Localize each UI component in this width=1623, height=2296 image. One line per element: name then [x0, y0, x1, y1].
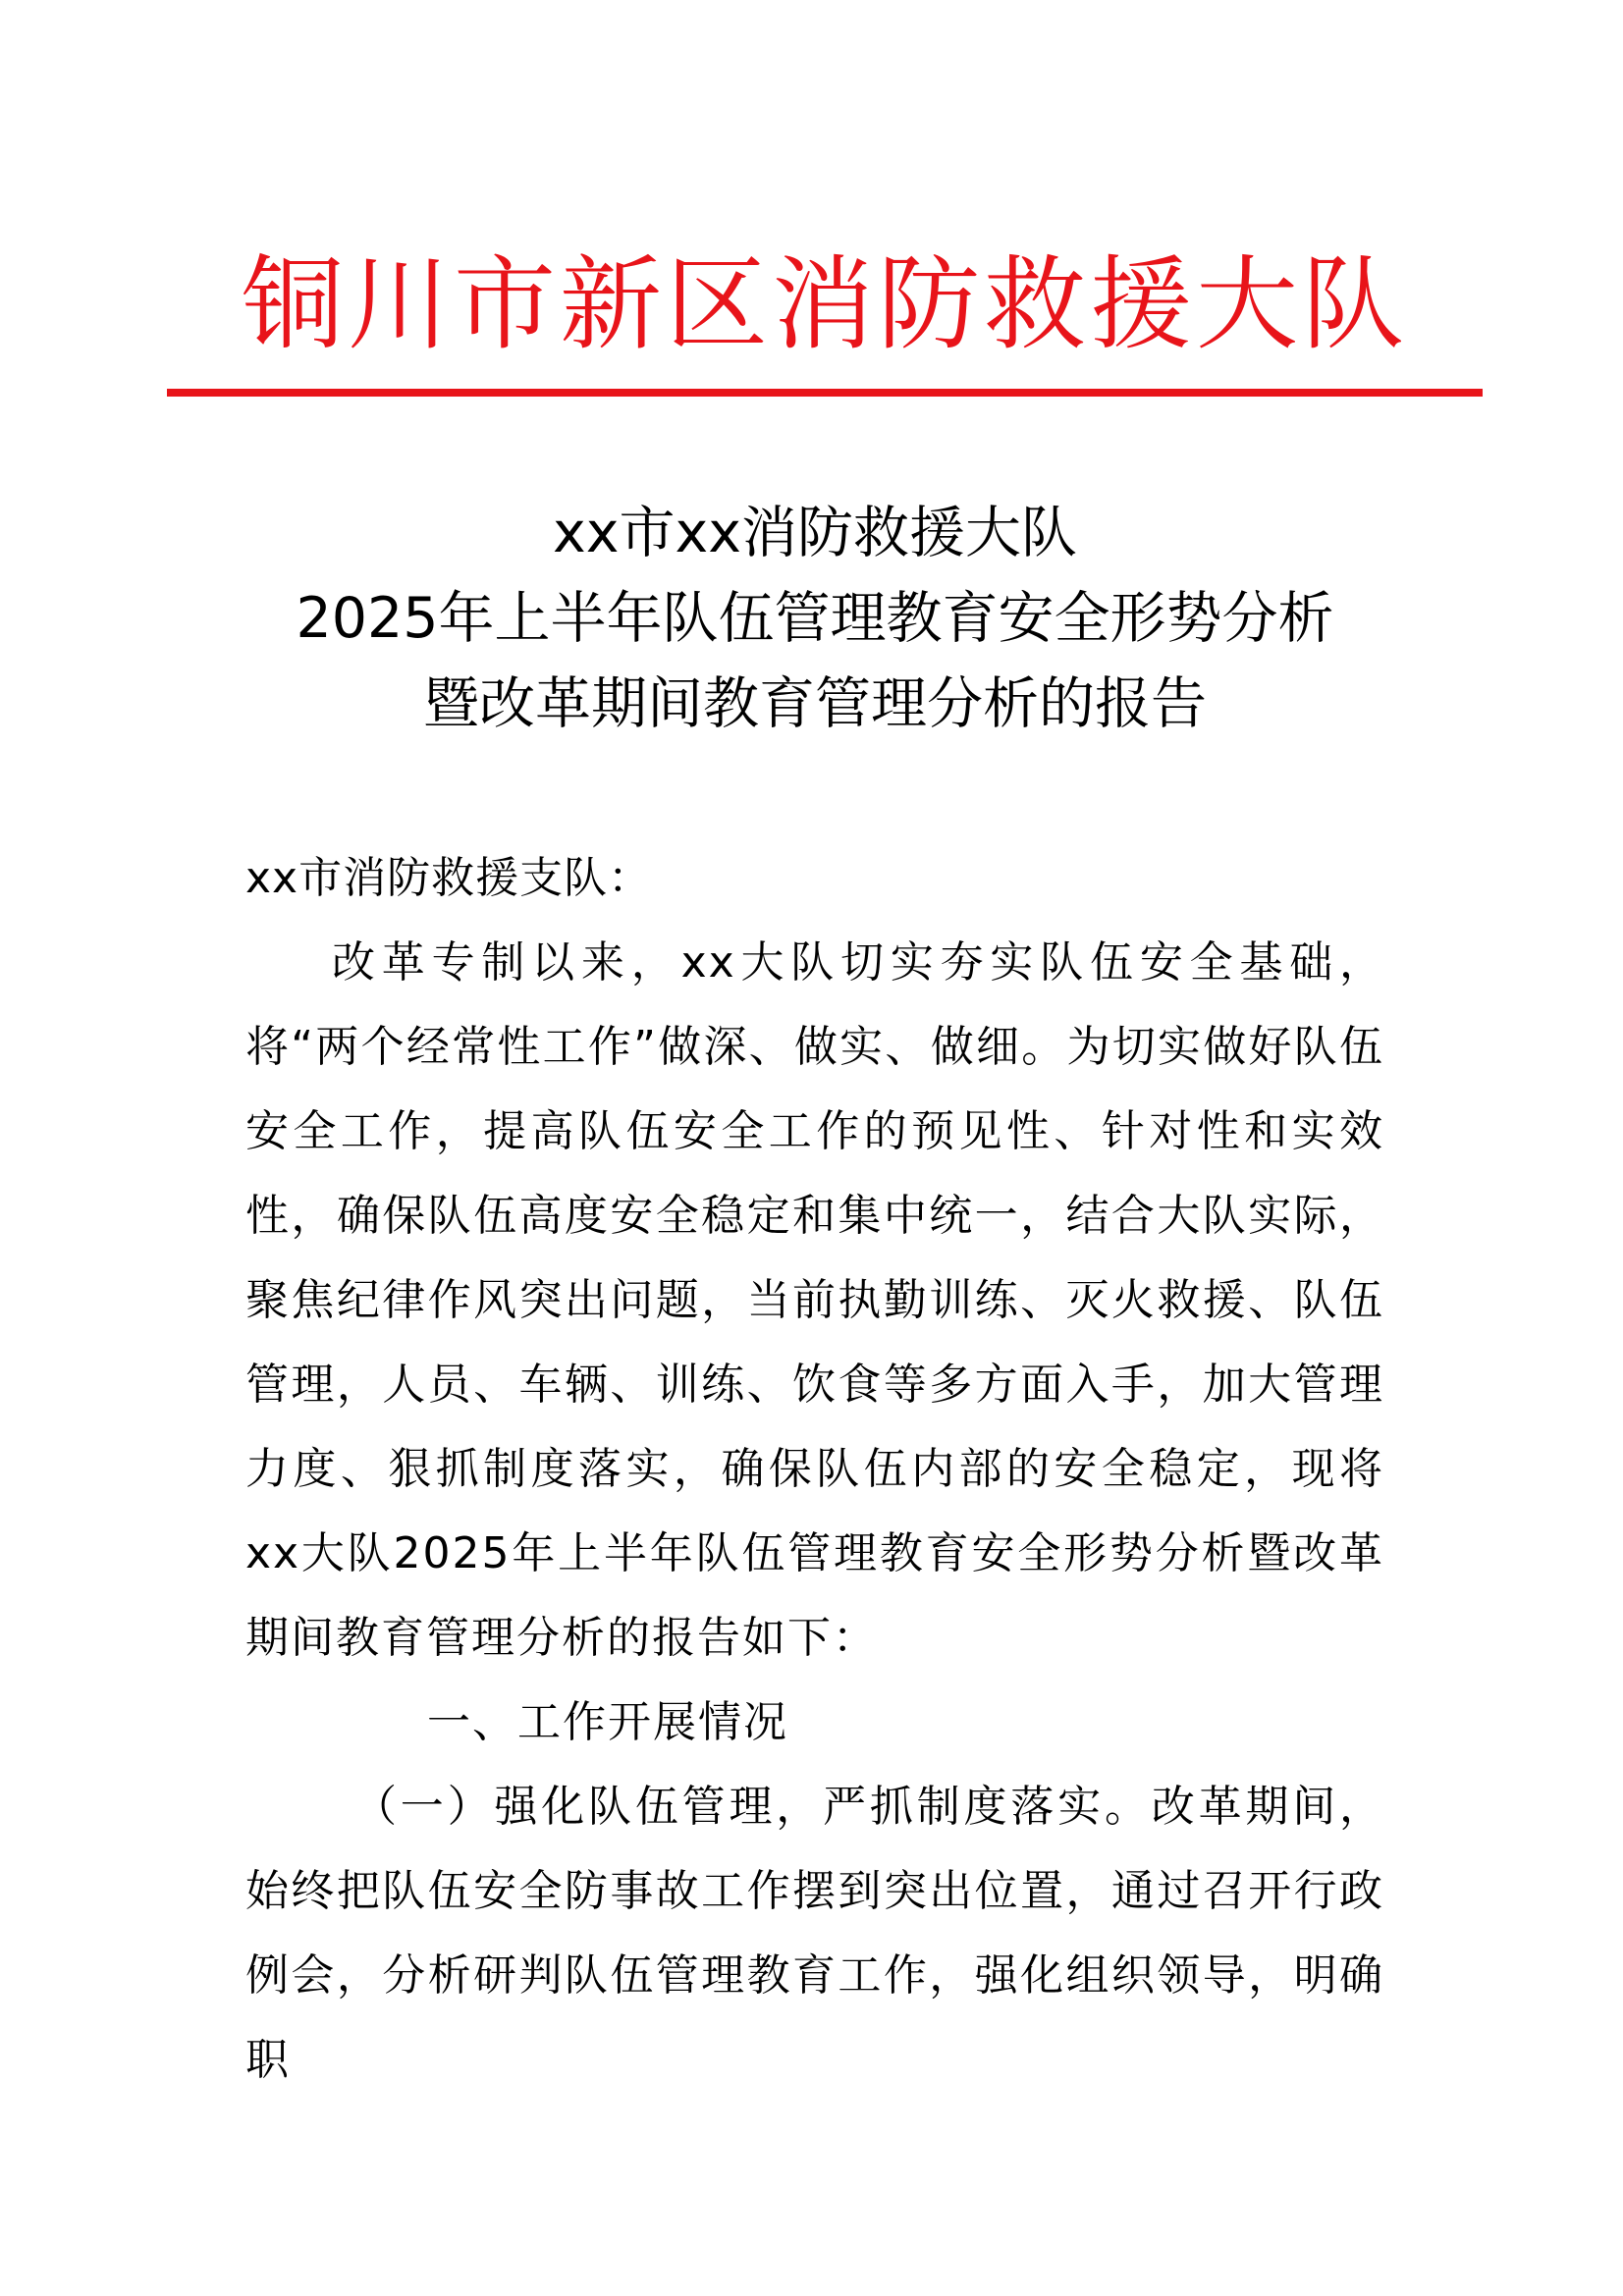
document-title [167, 491, 1463, 747]
intro-paragraph: 改革专制以来，xx大队切实夯实队伍安全基础，将“两个经常性工作”做深、做实、做细。为切实做好队伍安全工作，提高队伍安全工作的预见性、针对性和实效性，确保队伍高度安全稳定和集中统一，结合大队实际，聚焦纪律作风突出问题，当前执勤训练、灭火救援、队伍管理，人员、车辆、训练、饮食等多方面入手，加大管理力度、狠抓制度落实，确保队伍内部的安全稳定，现将xx大队2025年上半年队伍管理教育安全形势分析暨改革期间教育管理分析的报告如下： [245, 937, 1384, 1663]
section-heading-1: 一、工作开展情况 [427, 1697, 788, 1747]
title-line-1: xx市xx消防救援大队 [553, 501, 1077, 565]
document-body [245, 836, 1384, 2103]
subsection-paragraph-1: （一）强化队伍管理，严抓制度落实。改革期间，始终把队伍安全防事故工作摆到突出位置，通过召开行政例会，分析研判队伍管理教育工作，强化组织领导，明确职 [245, 1782, 1384, 2085]
salutation: xx市消防救援支队： [245, 853, 653, 903]
red-letterhead-title: 铜川市新区消防救援大队 [241, 244, 1408, 364]
title-line-3: 暨改革期间教育管理分析的报告 [423, 671, 1207, 736]
title-line-2: 2025年上半年队伍管理教育安全形势分析 [296, 586, 1334, 651]
red-letterhead-rule [167, 389, 1483, 397]
